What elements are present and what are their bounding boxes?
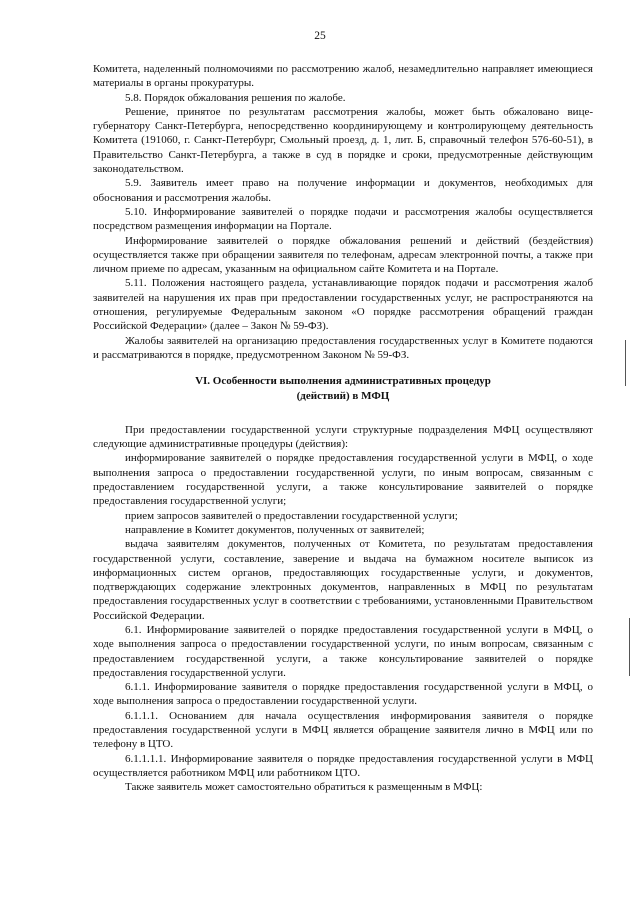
paragraph: 5.8. Порядок обжалования решения по жалобе. — [125, 91, 346, 104]
paragraph: Информирование заявителей о порядке обжалования решений и действий (бездействия) осуществляется также при обращении заявителя по телефонам, адресам электронной почты, а также при личном приеме по адресам, указанным на официальном сайте Комитета и на Портале. — [93, 234, 593, 276]
section-heading — [93, 374, 593, 403]
paragraph: 6.1.1.1. Основанием для начала осуществления информирования заявителя о порядке предоставления государственной услуги в МФЦ является обращение заявителя лично в МФЦ или по телефону в ЦТО. — [93, 709, 593, 751]
paragraph: Также заявитель может самостоятельно обратиться к размещенным в МФЦ: — [125, 781, 483, 794]
paragraph: 6.1.1. Информирование заявителя о порядке предоставления государственной услуги в МФЦ, о ходе выполнения запроса о предоставлении государственной услуги. — [93, 681, 593, 708]
paragraph: Комитета, наделенный полномочиями по рассмотрению жалоб, незамедлительно направляет имеющиеся материалы в органы прокуратуры. — [93, 63, 593, 90]
paragraph: Решение, принятое по результатам рассмотрения жалобы, может быть обжаловано вице-губернатору Санкт-Петербурга, непосредственно координирующему и контролирующему деятельность Комитета (191060, г. Санкт-Петербург, Смольный проезд, д. 1, лит. Б, справочный телефон 576-60-51), в Правительство Санкт-Петербурга, а также в суд в порядке и сроки, предусмотренные действующим законодательством. — [93, 105, 593, 176]
paragraph: выдача заявителям документов, полученных от Комитета, по результатам предоставления государственной услуги, составление, заверение и выдача на бумажном носителе выписок из информационных систем органов, предоставляющих государственные услуги, и документов, подтверждающих содержание электронных документов, направленных в МФЦ по результатам предоставления государственных услуг в соответствии с требованиями, установленными Правительством Российской Федерации. — [93, 538, 593, 622]
paragraph: информирование заявителей о порядке предоставления государственной услуги в МФЦ, о ходе выполнения запроса о предоставлении государственной услуги, по иным вопросам, связанным с предоставлением государственной услуги, а также консультирование заявителей о порядке предоставления государственной услуги; — [93, 452, 593, 508]
section-heading-line2: (действий) в МФЦ — [296, 389, 390, 402]
paragraph: 6.1.1.1.1. Информирование заявителя о порядке предоставления государственной услуги в МФЦ осуществляется работником МФЦ или работником ЦТО. — [93, 752, 593, 779]
document-body — [93, 62, 593, 795]
paragraph: направление в Комитет документов, полученных от заявителей; — [125, 523, 425, 536]
page-number: 25 — [314, 30, 326, 42]
paragraph: прием запросов заявителей о предоставлении государственной услуги; — [125, 509, 458, 522]
margin-mark — [625, 340, 626, 386]
paragraph: Жалобы заявителей на организацию предоставления государственных услуг в Комитете подаются и рассматриваются в порядке, предусмотренном Законом № 59-ФЗ. — [93, 334, 593, 361]
paragraph: 5.10. Информирование заявителей о порядке подачи и рассмотрения жалобы осуществляется посредством размещения информации на Портале. — [93, 205, 593, 233]
paragraph: 5.9. Заявитель имеет право на получение информации и документов, необходимых для обоснования и рассмотрения жалобы. — [93, 177, 593, 204]
paragraph: При предоставлении государственной услуги структурные подразделения МФЦ осуществляют следующие административные процедуры (действия): — [93, 423, 593, 451]
paragraph: 6.1. Информирование заявителей о порядке предоставления государственной услуги в МФЦ, о ходе выполнения запроса о предоставлении государственной услуги, по иным вопросам, связанным с предоставлением государственной услуги, а также консультирование заявителей о порядке предоставления государственной услуги. — [93, 623, 593, 679]
section-heading-line1: VI. Особенности выполнения административных процедур — [195, 375, 491, 388]
margin-mark — [629, 618, 630, 676]
paragraph: 5.11. Положения настоящего раздела, устанавливающие порядок подачи и рассмотрения жалоб заявителей на нарушения их прав при предоставлении государственных услуг, не распространяются на отношения, регулируемые Федеральным законом «О порядке рассмотрения обращений граждан Российской Федерации» (далее – Закон № 59-ФЗ). — [93, 277, 593, 333]
